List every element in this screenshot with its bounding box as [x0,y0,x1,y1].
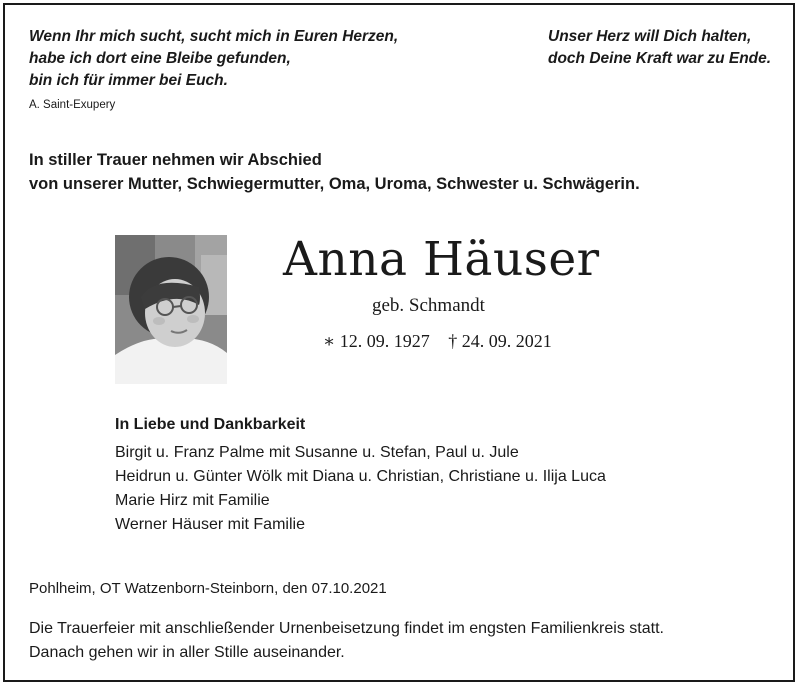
portrait-photo [115,235,227,384]
quote-left-line: Wenn Ihr mich sucht, sucht mich in Euren Herzen, [29,28,399,45]
quote-left-line: habe ich dort eine Bleibe gefunden, [29,50,291,67]
mourners-heading: In Liebe und Dankbarkeit [115,416,306,433]
mourner-line: Marie Hirz mit Familie [115,492,270,509]
quote-right-line: Unser Herz will Dich halten, [548,28,752,45]
place-date: Pohlheim, OT Watzenborn-Steinborn, den 07.10.2021 [29,580,387,597]
mourners-list [115,441,606,537]
intro-text [29,148,640,196]
quote-left [29,26,398,92]
quote-author: A. Saint-Exupery [29,99,116,111]
quote-left-line: bin ich für immer bei Euch. [29,72,228,89]
quote-right [548,26,771,70]
intro-line: In stiller Trauer nehmen wir Abschied [29,151,322,169]
portrait-illustration [115,235,227,384]
death-date: † 24. 09. 2021 [448,331,552,351]
birth-date: ∗ 12. 09. 1927 [323,331,430,351]
mourner-line: Birgit u. Franz Palme mit Susanne u. Stefan, Paul u. Jule [115,444,519,461]
intro-line: von unserer Mutter, Schwiegermutter, Oma, Uroma, Schwester u. Schwägerin. [29,175,640,193]
mourner-line: Heidrun u. Günter Wölk mit Diana u. Christian, Christiane u. Ilija Luca [115,468,606,485]
deceased-name: Anna Häuser [283,232,600,287]
closing-line: Die Trauerfeier mit anschließender Urnenbeisetzung findet im engsten Familienkreis statt. [29,620,664,637]
closing-text [29,617,664,665]
life-dates [323,331,566,352]
mourner-line: Werner Häuser mit Familie [115,516,305,533]
birth-name: geb. Schmandt [372,295,485,316]
closing-line: Danach gehen wir in aller Stille auseinander. [29,644,345,661]
quote-right-line: doch Deine Kraft war zu Ende. [548,50,772,67]
